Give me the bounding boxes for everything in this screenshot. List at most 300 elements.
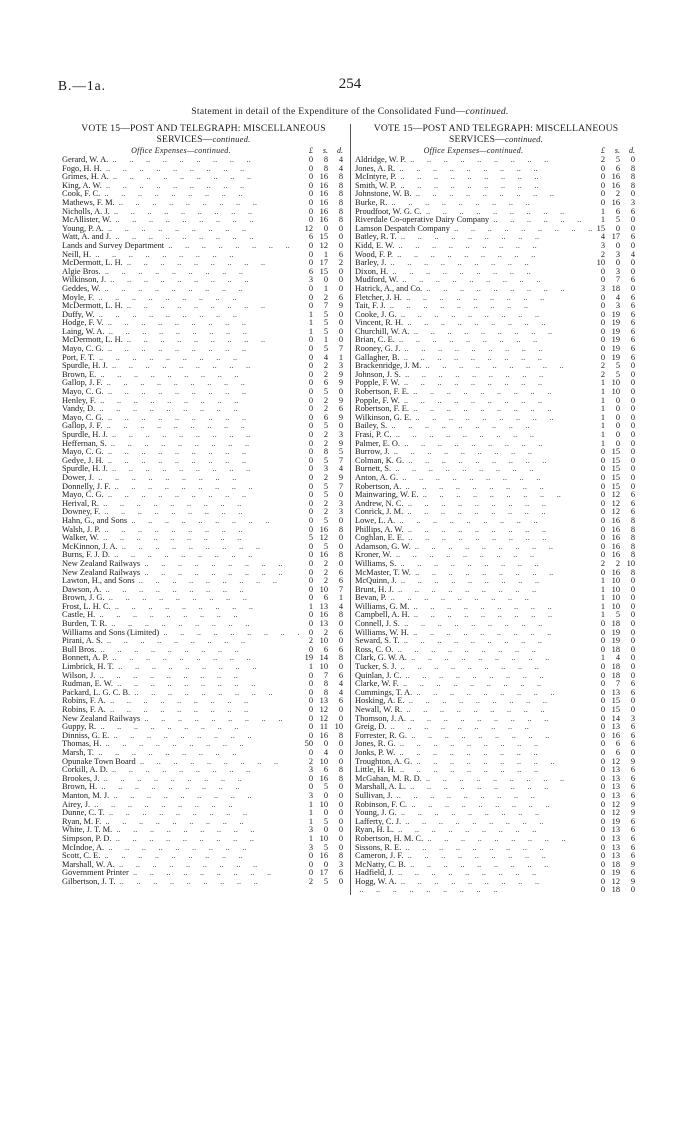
pounds-value: 0 [308,773,313,783]
expense-row [355,440,637,449]
payee-name: Downey, F. .. [62,508,300,517]
pence-value: 8 [630,172,635,182]
shillings-value: 18 [611,670,620,680]
pounds-value: 0 [308,627,313,637]
pence-value: 6 [630,782,635,792]
pounds-value: 0 [308,369,313,379]
pence-value: 0 [338,283,343,293]
payee-name: Cameron, J. F. .. [355,852,592,861]
pence-value: 0 [338,739,343,749]
pounds-value: 0 [600,859,605,869]
shillings-value: 8 [323,687,328,697]
pence-header: d. [337,146,343,155]
payee-name: Palmer, E. O. .. [355,440,592,449]
pence-value: 0 [338,326,343,336]
payee-name: Clarke, W. F. .. [355,680,592,689]
pence-value: 9 [338,412,343,422]
payee-name: Tait, F. J. .. [355,302,592,311]
pounds-header: £ [309,146,313,155]
expense-row [62,869,345,878]
pounds-value: 0 [308,687,313,697]
payee-name: Williams, G. M. .. [355,603,592,612]
expense-row [355,345,637,354]
shillings-value: 2 [323,558,328,568]
expense-row [355,431,637,440]
pence-value: 8 [338,773,343,783]
pounds-value: 0 [600,773,605,783]
shillings-value: 0 [615,404,620,414]
payee-name: McDermott, L. H. .. [62,336,300,345]
pounds-value: 2 [308,636,313,646]
payee-name: Mudford, W. .. [355,276,592,285]
shillings-value: 0 [615,438,620,448]
pounds-value: 1 [308,808,313,818]
shillings-value: 6 [615,163,620,173]
shillings-value: 3 [615,249,620,259]
pence-value: 9 [338,438,343,448]
pounds-value: 0 [600,790,605,800]
shillings-value: 12 [319,240,328,250]
pounds-value: 0 [600,730,605,740]
payee-name: Brunt, H. J. .. [355,586,592,595]
expense-row [62,852,345,861]
payee-name: Manton, M. J. .. [62,792,300,801]
expense-row [355,336,637,345]
payee-name: Walker, W. .. [62,534,300,543]
pounds-value: 50 [304,739,313,749]
payee-name: McDermott, L. H. .. [62,302,300,311]
pence-value: 6 [630,790,635,800]
pounds-value: 0 [308,464,313,474]
pence-value: 0 [338,790,343,800]
expense-row [355,775,637,784]
shillings-value: 6 [323,593,328,603]
pence-value: 4 [338,687,343,697]
pounds-value: 0 [308,524,313,534]
shillings-value: 16 [319,189,328,199]
shillings-value: 16 [319,180,328,190]
pounds-value: 0 [600,541,605,551]
expense-row [355,405,637,414]
shillings-value: 13 [611,722,620,732]
payee-name: Brian, C. E. .. [355,336,592,345]
shillings-value: 15 [611,455,620,465]
pounds-value: 0 [308,567,313,577]
shillings-value: 3 [615,266,620,276]
pence-value: 0 [338,558,343,568]
pounds-value: 12 [304,223,313,233]
pounds-value: 0 [600,197,605,207]
pounds-value: 0 [308,378,313,388]
pounds-value: 0 [600,464,605,474]
shillings-value: 13 [611,765,620,775]
pence-value: 0 [630,369,635,379]
pence-value: 6 [630,275,635,285]
expense-row [62,397,345,406]
pounds-value: 0 [600,619,605,629]
expense-row [355,869,637,878]
pounds-value: 1 [600,215,605,225]
pounds-value: 4 [600,232,605,242]
pence-value: 0 [630,696,635,706]
payee-name: Mayo, C. G. .. [62,491,300,500]
expense-row [62,715,345,724]
expense-row [62,379,345,388]
pence-value: 0 [338,713,343,723]
payee-name: Cooke, J. G. .. [355,311,592,320]
shillings-value: 17 [611,232,620,242]
expense-row [62,723,345,732]
shillings-value: 6 [323,644,328,654]
expense-row [62,173,345,182]
pence-value: 0 [338,387,343,397]
shillings-value: 0 [323,739,328,749]
expense-row [355,474,637,483]
pounds-value: 0 [600,455,605,465]
expense-row [355,371,637,380]
shillings-value: 19 [611,636,620,646]
payee-name: Tucker, S. J. .. [355,663,592,672]
pence-value: 0 [338,705,343,714]
payee-name: Riverdale Co-operative Dairy Company .. [355,216,592,225]
shillings-value: 16 [611,515,620,525]
pence-value: 6 [630,301,635,311]
expense-row [355,560,637,569]
expense-row [62,190,345,199]
payee-name: Wilson, J. .. [62,672,300,681]
payee-name: Ryan, M. F. .. [62,818,300,827]
shillings-value: 10 [319,833,328,843]
pounds-value: 0 [308,438,313,448]
shillings-value: 18 [611,283,620,293]
shillings-value: 5 [615,215,620,225]
pence-value: 6 [630,722,635,732]
shillings-value: 5 [615,369,620,379]
expense-row [62,672,345,681]
shillings-value: 12 [611,876,620,886]
pounds-value: 0 [600,705,605,714]
pounds-value: 0 [600,172,605,182]
payee-name: Scott, C. E. .. [62,852,300,861]
pence-value: 6 [338,567,343,577]
shillings-value: 1 [323,283,328,293]
pence-value: 8 [338,851,343,861]
payee-name: McIndoe, A. .. [62,844,300,853]
pence-value: 0 [338,232,343,242]
pence-value: 6 [630,326,635,336]
pounds-value: 0 [308,507,313,517]
payee-name: New Zealand Railways .. [62,560,300,569]
payee-name: Mainwaring, W. E. .. [355,491,592,500]
shillings-value: 5 [323,326,328,336]
pounds-value: 0 [308,197,313,207]
shillings-value: 16 [611,541,620,551]
shillings-value: 7 [615,275,620,285]
payee-name: Seward, S. T. .. [355,637,592,646]
expense-row [62,199,345,208]
payee-name: Bevan, P. .. [355,594,592,603]
expense-row [355,526,637,535]
payee-name: Gallop, J. F. .. [62,422,300,431]
shillings-value: 5 [323,344,328,354]
shillings-value: 2 [323,361,328,371]
shillings-value: 13 [611,773,620,783]
pounds-value: 0 [600,507,605,517]
pence-value: 8 [630,180,635,190]
pounds-value: 0 [308,541,313,551]
expense-row [355,766,637,775]
pounds-value: 0 [600,344,605,354]
pence-value: 0 [630,610,635,620]
shillings-value: 18 [611,885,620,895]
payee-name: Thomas, H. .. [62,740,300,749]
expense-row [62,268,345,277]
shillings-value: 2 [323,438,328,448]
pence-value: 0 [630,662,635,672]
shillings-value: 16 [319,215,328,225]
pounds-value: 0 [308,387,313,397]
pence-value: 8 [338,206,343,216]
shillings-value: 15 [319,232,328,242]
expense-row [355,878,637,887]
payee-name: Conrick, J. M. .. [355,508,592,517]
shillings-value: 12 [611,756,620,766]
pounds-value: 2 [308,756,313,766]
payee-name: Smith, W. P. .. [355,182,592,191]
shillings-value: 2 [323,395,328,405]
expense-row [355,491,637,500]
shillings-value: 1 [323,249,328,259]
expense-row [355,156,637,165]
pounds-value: 0 [600,679,605,689]
expense-row [355,508,637,517]
shillings-value: 18 [611,619,620,629]
expense-row [62,835,345,844]
payee-name: Nicholls, A. J. .. [62,208,300,217]
pounds-value: 0 [600,189,605,199]
expense-row [62,534,345,543]
expense-row [62,629,345,638]
pence-value: 8 [630,541,635,551]
payee-name: Hosking, A. E. .. [355,697,592,706]
pounds-value: 1 [308,309,313,319]
expense-row [62,182,345,191]
payee-name: Jonks, P. W. .. [355,749,592,758]
payee-name: Limbrick, H. T. .. [62,663,300,672]
pence-value: 0 [338,816,343,826]
payee-name: Brown, E. .. [62,371,300,380]
pounds-value: 0 [600,696,605,706]
expense-row [355,594,637,603]
pounds-value: 0 [308,619,313,629]
shillings-value: 8 [323,163,328,173]
payee-name: Gallagher, B. .. [355,354,592,363]
shillings-value: 3 [323,464,328,474]
expense-row [62,646,345,655]
page-code: B.—1a. [58,78,106,93]
pounds-value: 0 [308,163,313,173]
expense-row [355,723,637,732]
pence-value: 6 [630,833,635,843]
shillings-value: 6 [615,747,620,757]
payee-name: Ryan, H. L. .. [355,826,592,835]
pence-value: 0 [630,593,635,603]
expense-row [62,663,345,672]
pounds-value: 0 [308,550,313,560]
expense-row [355,457,637,466]
payee-name: Heffernan, S. .. [62,440,300,449]
payee-name: Rudman, E. W. .. [62,680,300,689]
pounds-value: 0 [308,859,313,869]
pence-value: 0 [630,266,635,276]
pounds-value: 0 [600,868,605,878]
shillings-value: 4 [615,653,620,663]
payee-name: Proudfoot, W. G. C. .. [355,208,592,217]
payee-name: McGahan, M. R. D. .. [355,775,592,784]
payee-name: Quinlan, J. C. .. [355,672,592,681]
pence-value: 6 [338,404,343,414]
expense-row [62,457,345,466]
shillings-value: 12 [611,507,620,517]
pounds-value: 0 [600,799,605,809]
shillings-value: 14 [611,713,620,723]
payee-name: Marshall, W. A. .. [62,861,300,870]
payee-name: Wilkinson, J. .. [62,276,300,285]
payee-name: Opunake Town Board .. [62,758,300,767]
right-vote-title: VOTE 15—POST AND TELEGRAPH: MISCELLANEOUS SERVICES— [373,123,619,145]
payee-name: Robins, F. A. .. [62,697,300,706]
pence-value: 8 [338,550,343,560]
pounds-value: 0 [600,472,605,482]
shillings-value: 10 [611,584,620,594]
payee-name: Robinson, F. C. .. [355,801,592,810]
payee-name: Burrow, J. .. [355,448,592,457]
pence-value: 6 [630,206,635,216]
pence-value: 0 [630,885,635,895]
pence-value: 6 [630,352,635,362]
pounds-value: 0 [600,842,605,852]
payee-name: King, A. W. .. [62,182,300,191]
pence-value: 6 [338,670,343,680]
payee-name: Sullivan, J. .. [355,792,592,801]
expense-row [62,491,345,500]
expense-row [62,474,345,483]
expense-row [355,388,637,397]
pounds-value: 0 [308,705,313,714]
payee-name: Mayo, C. G. .. [62,448,300,457]
pounds-value: 0 [600,636,605,646]
expense-row [355,637,637,646]
pence-value: 0 [630,447,635,457]
expense-row [355,216,637,225]
pence-value: 10 [626,558,635,568]
pence-value: 0 [338,756,343,766]
payee-name: Mayo, C. G. .. [62,414,300,423]
shillings-value: 15 [611,472,620,482]
payee-name: Government Printer .. [62,869,300,878]
pence-value: 9 [630,808,635,818]
pence-value: 6 [338,576,343,586]
payee-name: Hodge, F. V. .. [62,319,300,328]
expense-row [355,663,637,672]
payee-name: Johnson, J. S. .. [355,371,592,380]
pounds-value: 2 [600,369,605,379]
payee-name: Young, J. G. .. [355,809,592,818]
pence-value: 0 [630,464,635,474]
payee-name: Wilkinson, G. E. .. [355,414,592,423]
pence-value: 0 [630,438,635,448]
payee-name: Vincent, R. H. .. [355,319,592,328]
shillings-value: 5 [323,816,328,826]
expense-row [355,792,637,801]
payee-name: Marsh, T. .. [62,749,300,758]
right-office-expenses-title: Office Expenses—continued. [423,146,524,155]
pounds-value: 1 [308,318,313,328]
shillings-value: 16 [319,550,328,560]
expense-row [62,319,345,328]
pence-value: 0 [630,155,635,164]
pence-value: 0 [338,747,343,757]
pence-value: 6 [630,490,635,500]
shillings-value: 16 [611,524,620,534]
pence-value: 3 [338,507,343,517]
pence-value: 0 [630,283,635,293]
pounds-value: 0 [308,206,313,216]
shillings-value: 16 [319,730,328,740]
pence-value: 0 [338,335,343,345]
shillings-value: 18 [611,662,620,672]
pence-value: 0 [630,404,635,414]
shillings-value: 0 [323,825,328,835]
expense-row [355,801,637,810]
pence-value: 4 [338,163,343,173]
shillings-value: 6 [615,206,620,216]
pence-value: 0 [630,430,635,439]
expense-row [62,311,345,320]
statement-heading [0,106,700,117]
payee-name: Little, H. H. .. [355,766,592,775]
payee-name: Cook, F. C. .. [62,190,300,199]
payee-name: Spurdle, H. J. .. [62,431,300,440]
pounds-value: 1 [600,412,605,422]
expense-row [355,569,637,578]
expense-row [62,448,345,457]
pounds-value: 10 [596,258,605,268]
payee-name: Gerard, W. A. .. [62,156,300,165]
pounds-value: 0 [600,490,605,500]
payee-name: Corkill, A. D. .. [62,766,300,775]
expense-row [355,818,637,827]
pence-value: 0 [338,318,343,328]
shillings-value: 16 [611,533,620,543]
payee-name: Herival, R. .. [62,500,300,509]
pence-value: 6 [630,344,635,354]
shillings-value: 15 [611,447,620,457]
pounds-value: 1 [600,653,605,663]
pence-value: 9 [338,301,343,311]
pence-value: 0 [338,266,343,276]
pounds-value: 1 [308,816,313,826]
payee-name: Troughton, A. G. .. [355,758,592,767]
expense-row [62,792,345,801]
expense-row [355,328,637,337]
left-expense-list [62,156,345,886]
left-vote-title: VOTE 15—POST AND TELEGRAPH: MISCELLANEOUS SERVICES— [81,123,326,145]
pence-value: 6 [630,842,635,852]
payee-name: Lafferty, C. J. .. [355,818,592,827]
shillings-value: 16 [319,172,328,182]
pence-value: 9 [338,472,343,482]
